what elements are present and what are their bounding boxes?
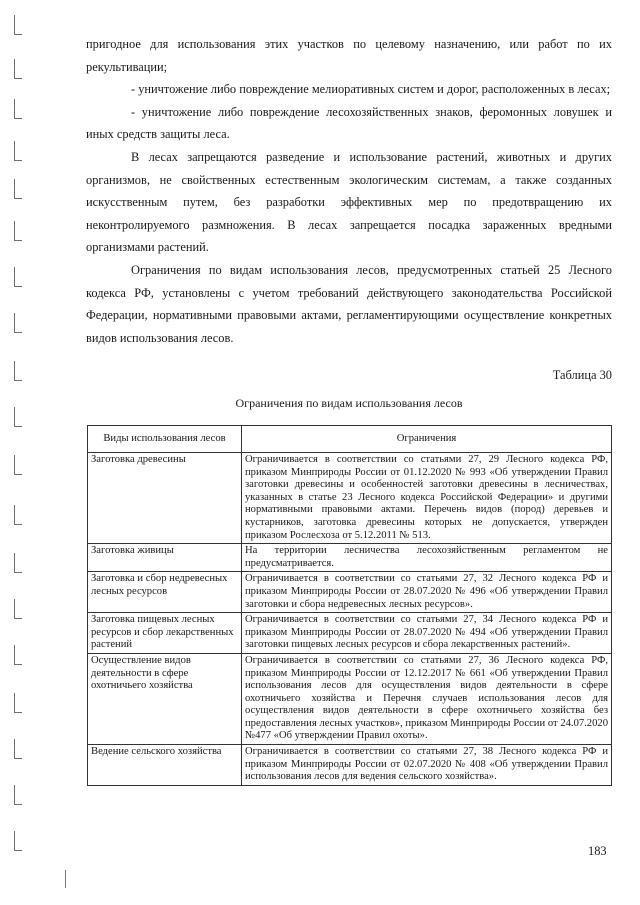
paragraph-3: - уничтожение либо повреждение лесохозяйственных знаков, феромонных ловушек и иных средств защиты леса. [86, 104, 612, 142]
table-row [88, 653, 612, 744]
paragraph-5: Ограничения по видам использования лесов, предусмотренных статьей 25 Лесного кодекса РФ, установлены с учетом требований действующего законодательства Российской Федерации, нормативными правовыми актами, регламентирующими осуществление конкретных видов использования лесов. [86, 262, 612, 345]
row-type-cell: Заготовка и сбор недревесных лесных ресурсов [88, 572, 242, 613]
paragraph-2: - уничтожение либо повреждение мелиоративных систем и дорог, расположенных в лесах; [131, 82, 611, 97]
row-type-cell: Заготовка живицы [88, 544, 242, 572]
table-row [88, 544, 612, 572]
page-number: 183 [588, 844, 607, 858]
paragraph-4: В лесах запрещаются разведение и использование растений, животных и других организмов, не свойственных естественным экологическим системам, а также созданных искусственным путем, без разработки эффективных мер по предотвращению их неконтролируемого размножения. В лесах запрещается посадка зараженных вредными организмами растений. [86, 149, 612, 255]
row-restriction-cell: На территории лесничества лесохозяйственным регламентом не предусматривается. [242, 544, 612, 572]
row-restriction-cell: Ограничивается в соответствии со статьями 27, 29 Лесного кодекса РФ, приказом Минприроды России от 01.12.2020 № 993 «Об утверждении Правил заготовки древесины и особенностей заготовки древесины в лесничествах, указанных в статье 23 Лесного кодекса Российской Федерации» и другими нормативными правовыми актами. Перечень видов (пород) деревьев и кустарников, заготовка древесины которых не допускается, утвержден приказом Рослесхоза от 5.12.2011 № 513. [242, 453, 612, 544]
table-title: Ограничения по видам использования лесов [235, 396, 463, 410]
row-type-cell: Ведение сельского хозяйства [88, 745, 242, 786]
header-restrictions: Ограничения [242, 426, 612, 453]
binding-marks [14, 0, 36, 905]
restrictions-table [87, 425, 612, 786]
body-text [86, 33, 612, 349]
table-header-row [88, 426, 612, 453]
scan-mark [65, 870, 66, 888]
table-row [88, 745, 612, 786]
header-forest-use-type: Виды использования лесов [88, 426, 242, 453]
row-type-cell: Осуществление видов деятельности в сфере охотничьего хозяйства [88, 653, 242, 744]
row-restriction-cell: Ограничивается в соответствии со статьями 27, 36 Лесного кодекса РФ, приказом Минприроды России от 12.12.2017 № 661 «Об утверждении Правил использования лесов для осуществления видов деятельности в сфере охотничьего хозяйства и Перечня случаев использования лесов для осуществления видов деятельности в сфере охотничьего хозяйства без предоставления лесных участков», приказом Минприроды России от 24.07.2020 №477 «Об утверждении Правил охоты». [242, 653, 612, 744]
row-type-cell: Заготовка пищевых лесных ресурсов и сбор лекарственных растений [88, 613, 242, 654]
table-row [88, 453, 612, 544]
table-row [88, 613, 612, 654]
row-restriction-cell: Ограничивается в соответствии со статьями 27, 38 Лесного кодекса РФ и приказом Минприроды России от 02.07.2020 № 408 «Об утверждении Правил использования лесов для ведения сельского хозяйства». [242, 745, 612, 786]
paragraph-1: пригодное для использования этих участков по целевому назначению, или работ по их рекультивации; [86, 37, 612, 74]
table-row [88, 572, 612, 613]
table-number: Таблица 30 [552, 368, 612, 382]
row-restriction-cell: Ограничивается в соответствии со статьями 27, 32 Лесного кодекса РФ и приказом Минприроды России от 28.07.2020 № 496 «Об утверждении Правил заготовки и сбора недревесных лесных ресурсов». [242, 572, 612, 613]
row-type-cell: Заготовка древесины [88, 453, 242, 544]
row-restriction-cell: Ограничивается в соответствии со статьями 27, 34 Лесного кодекса РФ и приказом Минприроды России от 28.07.2020 № 494 «Об утверждении Правил заготовки пищевых лесных ресурсов и сбора лекарственных растений». [242, 613, 612, 654]
